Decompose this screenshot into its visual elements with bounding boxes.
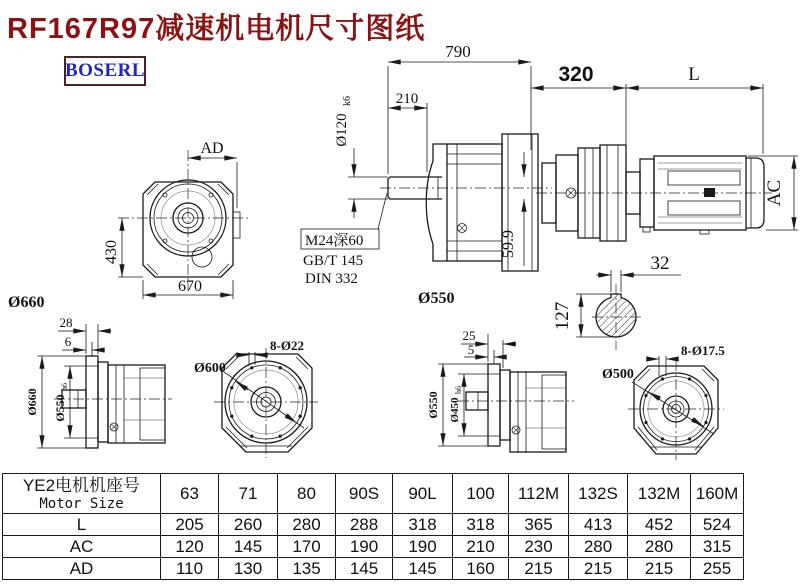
table-row-L [3, 514, 744, 536]
col-160m: 160M [691, 474, 744, 514]
cell: 145 [219, 536, 278, 558]
dim-430: 430 [103, 240, 120, 264]
cell: 145 [336, 558, 393, 580]
brand-logo: BOSERL [64, 56, 146, 86]
gearbox-front-view [8, 140, 250, 311]
dim-320: 320 [558, 63, 594, 86]
cell: 315 [691, 536, 744, 558]
cell: 365 [509, 514, 569, 536]
dim-flange-a-spigot-tol: h6 [60, 383, 69, 391]
col-100: 100 [453, 474, 509, 514]
dim-flange-b-spigot: Ø450 [449, 397, 461, 423]
cell: 318 [453, 514, 509, 536]
flange-b-side-view [426, 328, 574, 452]
col-71: 71 [219, 474, 278, 514]
row-label-AD: AD [3, 558, 161, 580]
cell: 160 [453, 558, 509, 580]
cell: 524 [691, 514, 744, 536]
cell: 255 [691, 558, 744, 580]
cell: 280 [569, 536, 628, 558]
dim-127: 127 [552, 301, 573, 331]
table-row-AC [3, 536, 744, 558]
col-90s: 90S [336, 474, 393, 514]
flange-a-front-view [194, 338, 318, 458]
dim-32: 32 [650, 253, 670, 274]
motor-side-view [531, 63, 798, 241]
cell: 280 [278, 514, 336, 536]
dim-6: 6 [64, 334, 72, 349]
dim-25: 25 [462, 328, 476, 343]
col-80: 80 [278, 474, 336, 514]
dim-59-9: 59.9 [500, 230, 517, 258]
cell: 215 [628, 558, 691, 580]
label-d660: Ø660 [8, 294, 45, 311]
callout-m24: M24深60 [305, 233, 364, 249]
cell: 110 [161, 558, 219, 580]
cell: 205 [161, 514, 219, 536]
cell: 452 [628, 514, 691, 536]
col-132m: 132M [628, 474, 691, 514]
cell: 190 [393, 536, 453, 558]
dim-shaft-dia: Ø120 [334, 113, 350, 147]
dim-flange-b-outer: Ø550 [426, 391, 440, 419]
page-title: RF167R97减速机电机尺寸图纸 [7, 13, 426, 45]
col-63: 63 [161, 474, 219, 514]
flange-b-front-view [602, 343, 725, 460]
dim-210: 210 [395, 91, 419, 107]
flange-a-side-view [25, 315, 172, 448]
shaft-cross-section [552, 253, 681, 350]
table-header-en: Motor Size [39, 495, 124, 512]
table-header-row [3, 474, 744, 514]
gearbox-side-view [301, 42, 552, 307]
dim-flange-a-outer: Ø660 [25, 388, 39, 416]
col-112m: 112M [509, 474, 569, 514]
cell: 120 [161, 536, 219, 558]
dim-flange-b-spigot-tol: h6 [454, 386, 463, 394]
callout-gbt145: GB/T 145 [303, 253, 364, 269]
cell: 170 [278, 536, 336, 558]
dim-28: 28 [59, 315, 73, 330]
cell: 260 [219, 514, 278, 536]
table-header-cn: YE2电机机座号 [22, 475, 141, 495]
cell: 215 [509, 558, 569, 580]
dim-flange-a-spigot: Ø550 [53, 394, 67, 422]
cell: 145 [393, 558, 453, 580]
cell: 215 [569, 558, 628, 580]
cell: 318 [393, 514, 453, 536]
cell: 190 [336, 536, 393, 558]
dim-L: L [688, 64, 700, 85]
dim-shaft-dia-tol: k6 [342, 96, 353, 106]
row-label-AC: AC [3, 536, 161, 558]
table-header-motor-size [3, 474, 161, 514]
dim-holes-8d17-5: 8-Ø17.5 [681, 343, 725, 358]
col-132s: 132S [569, 474, 628, 514]
dim-AC: AC [764, 179, 785, 207]
cell: 413 [569, 514, 628, 536]
cell: 280 [628, 536, 691, 558]
callout-din332: DIN 332 [305, 271, 358, 287]
cell: 230 [509, 536, 569, 558]
dim-bolt-circle-600: Ø600 [194, 361, 226, 376]
dim-670: 670 [178, 278, 202, 295]
label-d550: Ø550 [418, 290, 455, 307]
cell: 288 [336, 514, 393, 536]
cell: 135 [278, 558, 336, 580]
motor-size-table [2, 473, 744, 580]
dim-bolt-circle-500: Ø500 [602, 367, 634, 382]
table-row-AD [3, 558, 744, 580]
dim-ad: AD [200, 140, 224, 157]
row-label-L: L [3, 514, 161, 536]
dim-holes-8d22: 8-Ø22 [270, 338, 304, 353]
dim-790: 790 [445, 42, 471, 61]
cell: 130 [219, 558, 278, 580]
dim-5: 5 [467, 342, 475, 357]
col-90l: 90L [393, 474, 453, 514]
cell: 210 [453, 536, 509, 558]
